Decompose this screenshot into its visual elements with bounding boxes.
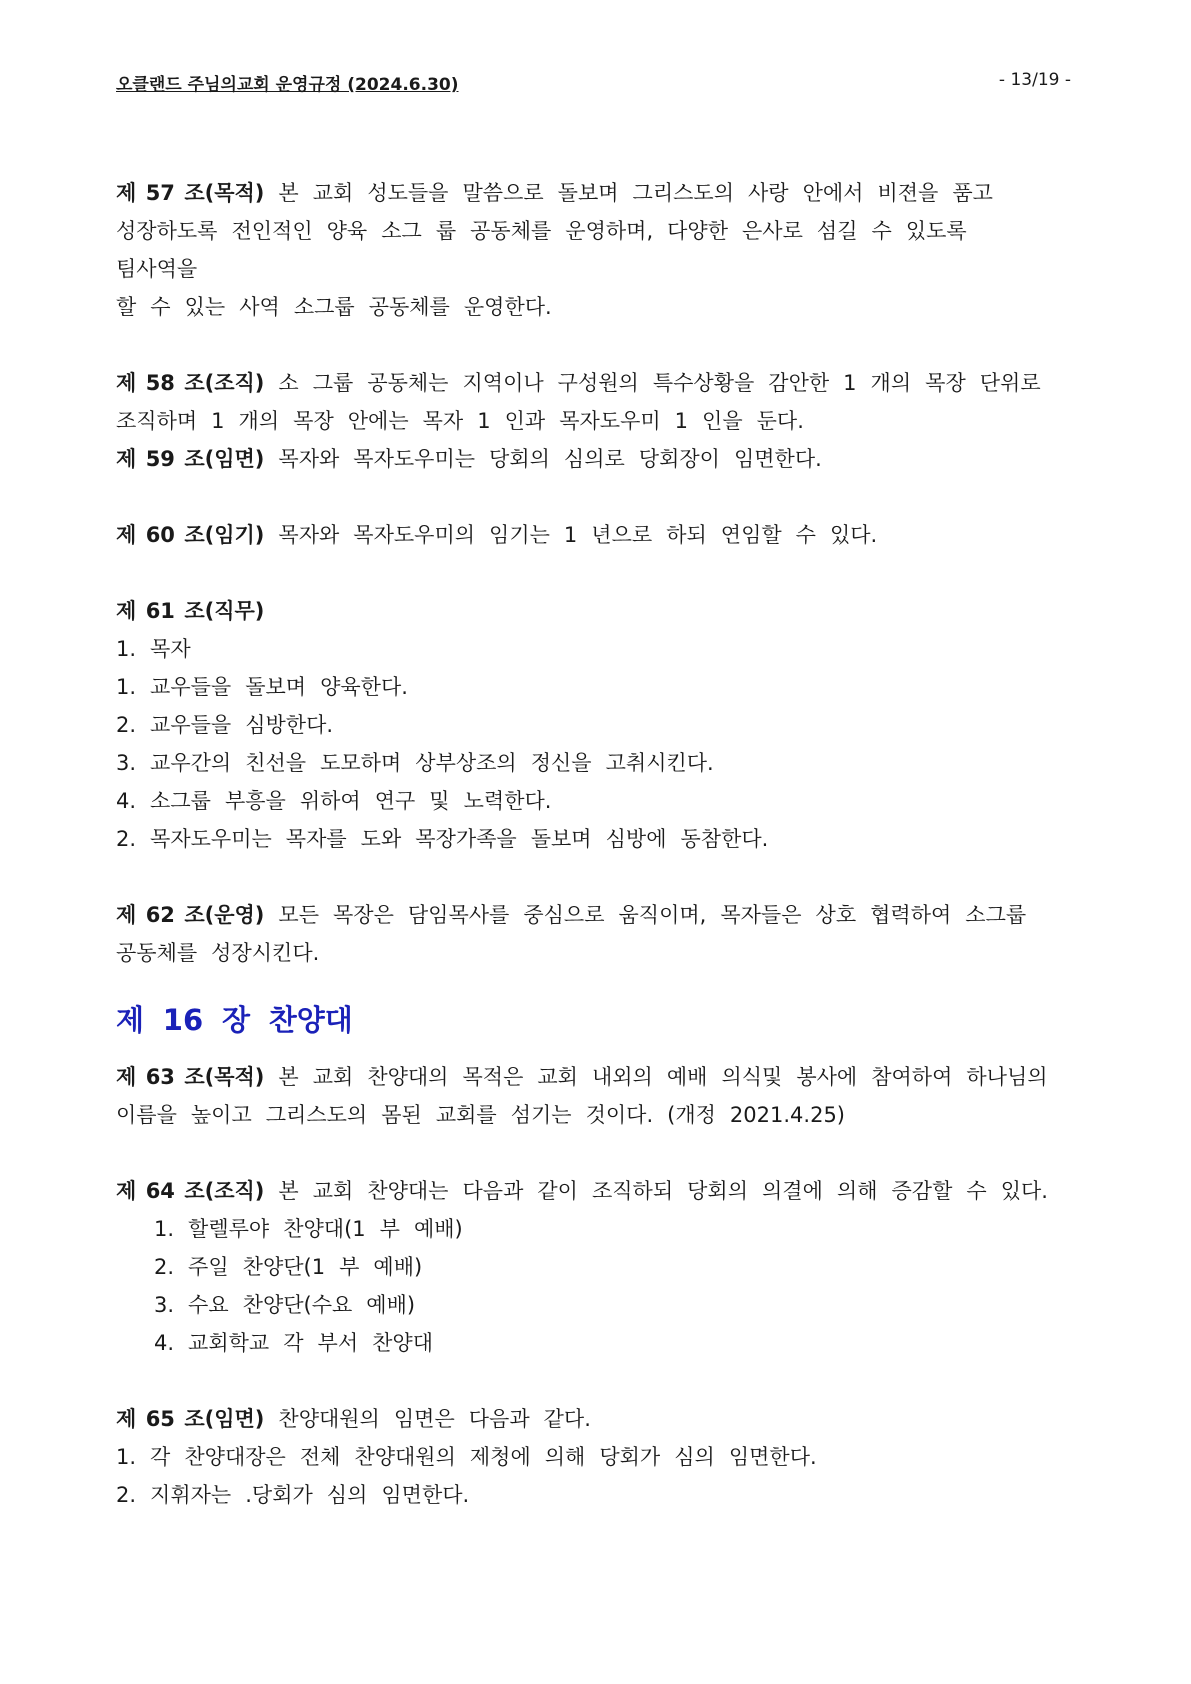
document-body bbox=[116, 174, 1081, 1514]
document-title: 오클랜드 주님의교회 운영규정 (2024.6.30) bbox=[116, 75, 459, 95]
article-60-text: 목자와 목자도우미의 임기는 1 년으로 하되 연임할 수 있다. bbox=[264, 523, 878, 547]
article-57-line-3: 팀사역을 bbox=[116, 257, 198, 281]
list-item: 3. 수요 찬양단(수요 예배) bbox=[154, 1293, 416, 1317]
article-65-text: 찬양대원의 임면은 다음과 같다. bbox=[264, 1407, 591, 1431]
list-item: 3. 교우간의 친선을 도모하며 상부상조의 정신을 고취시킨다. bbox=[116, 751, 714, 775]
chapter-16-heading: 제 16 장 찬양대 bbox=[116, 1003, 353, 1037]
article-58-line-1 bbox=[116, 364, 1081, 402]
article-61-heading bbox=[116, 592, 1081, 630]
article-64-label: 제 64 조(조직) bbox=[116, 1179, 265, 1203]
article-58-label: 제 58 조(조직) bbox=[116, 371, 265, 395]
article-62-line-2: 공동체를 성장시킨다. bbox=[116, 941, 320, 965]
article-64-text: 본 교회 찬양대는 다음과 같이 조직하되 당회의 의결에 의해 증감할 수 있다. bbox=[264, 1179, 1048, 1203]
article-63-line-2: 이름을 높이고 그리스도의 몸된 교회를 섬기는 것이다. (개정 2021.4.25) bbox=[116, 1103, 846, 1127]
article-63-label: 제 63 조(목적) bbox=[116, 1065, 265, 1089]
list-item: 1. 목자 bbox=[116, 637, 191, 661]
article-63-text: 본 교회 찬양대의 목적은 교회 내외의 예배 의식및 봉사에 참여하여 하나님의 bbox=[264, 1065, 1048, 1089]
list-item: 2. 교우들을 심방한다. bbox=[116, 713, 334, 737]
list-item: 2. 지휘자는 .당회가 심의 임면한다. bbox=[116, 1483, 470, 1507]
list-item: 2. 목자도우미는 목자를 도와 목장가족을 돌보며 심방에 동참한다. bbox=[116, 827, 769, 851]
list-item: 4. 소그룹 부흥을 위하여 연구 및 노력한다. bbox=[116, 789, 552, 813]
list-item: 2. 주일 찬양단(1 부 예배) bbox=[154, 1255, 423, 1279]
article-62-line-1 bbox=[116, 896, 1081, 934]
article-59-label: 제 59 조(임면) bbox=[116, 447, 265, 471]
article-62-text: 모든 목장은 담임목사를 중심으로 움직이며, 목자들은 상호 협력하여 소그룹 bbox=[264, 903, 1027, 927]
article-59-line-1 bbox=[116, 440, 1081, 478]
article-58-line-2: 조직하며 1 개의 목장 안에는 목자 1 인과 목자도우미 1 인을 둔다. bbox=[116, 409, 804, 433]
article-61-label: 제 61 조(직무) bbox=[116, 599, 265, 623]
article-64-line-1 bbox=[116, 1172, 1081, 1210]
article-63-line-1 bbox=[116, 1058, 1081, 1096]
page-number: - 13/19 - bbox=[998, 70, 1071, 90]
article-60-label: 제 60 조(임기) bbox=[116, 523, 265, 547]
list-item: 1. 교우들을 돌보며 양육한다. bbox=[116, 675, 408, 699]
article-62-label: 제 62 조(운영) bbox=[116, 903, 265, 927]
article-59-text: 목자와 목자도우미는 당회의 심의로 당회장이 임면한다. bbox=[264, 447, 822, 471]
list-item: 4. 교회학교 각 부서 찬양대 bbox=[154, 1331, 433, 1355]
article-57-text: 본 교회 성도들을 말씀으로 돌보며 그리스도의 사랑 안에서 비젼을 품고 bbox=[264, 181, 993, 205]
page-header bbox=[116, 70, 1075, 94]
article-60-line-1 bbox=[116, 516, 1081, 554]
article-57-label: 제 57 조(목적) bbox=[116, 181, 265, 205]
article-58-text: 소 그룹 공동체는 지역이나 구성원의 특수상황을 감안한 1 개의 목장 단위로 bbox=[264, 371, 1041, 395]
article-65-line-1 bbox=[116, 1400, 1081, 1438]
list-item: 1. 각 찬양대장은 전체 찬양대원의 제청에 의해 당회가 심의 임면한다. bbox=[116, 1445, 817, 1469]
article-57-line-1 bbox=[116, 174, 1081, 212]
article-65-label: 제 65 조(임면) bbox=[116, 1407, 265, 1431]
article-57-line-2: 성장하도록 전인적인 양육 소그 룹 공동체를 운영하며, 다양한 은사로 섬길 수 있도록 bbox=[116, 219, 967, 243]
article-57-line-4: 할 수 있는 사역 소그룹 공동체를 운영한다. bbox=[116, 295, 552, 319]
list-item: 1. 할렐루야 찬양대(1 부 예배) bbox=[154, 1217, 463, 1241]
